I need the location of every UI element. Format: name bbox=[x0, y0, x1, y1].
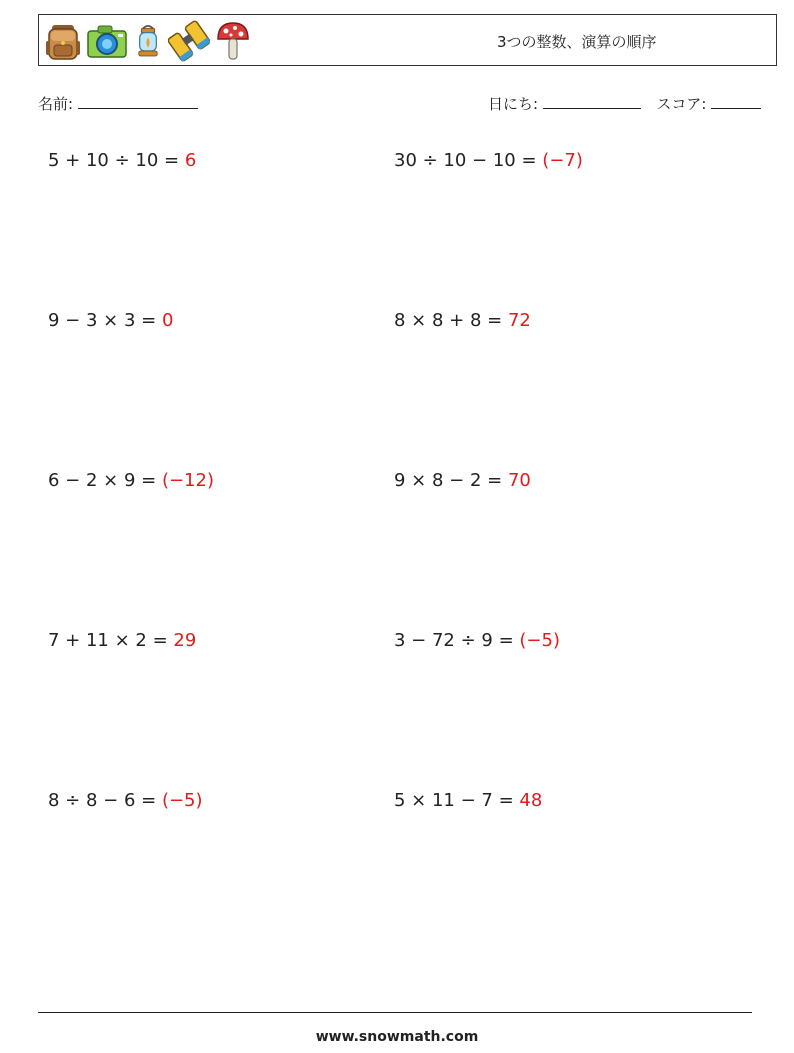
score-blank[interactable] bbox=[711, 93, 761, 109]
problem-answer: 6 bbox=[184, 150, 197, 171]
problem-expression: 9 × 8 − 2 = bbox=[394, 470, 508, 491]
camera-icon bbox=[86, 19, 128, 63]
problem-1 bbox=[48, 150, 196, 171]
problem-answer: (−5) bbox=[519, 630, 560, 651]
problem-expression: 8 × 8 + 8 = bbox=[394, 310, 508, 331]
problem-answer: (−7) bbox=[542, 150, 583, 171]
problem-7 bbox=[48, 630, 196, 651]
problem-answer: 70 bbox=[507, 470, 531, 491]
worksheet-header bbox=[38, 14, 777, 66]
problem-answer: 29 bbox=[173, 630, 197, 651]
problem-expression: 3 − 72 ÷ 9 = bbox=[394, 630, 520, 651]
problem-expression: 7 + 11 × 2 = bbox=[48, 630, 174, 651]
problem-4 bbox=[394, 310, 531, 331]
problem-expression: 30 ÷ 10 − 10 = bbox=[394, 150, 543, 171]
backpack-icon bbox=[45, 19, 81, 63]
problem-answer: 48 bbox=[519, 790, 543, 811]
score-label: スコア: bbox=[656, 95, 707, 113]
problem-answer: 0 bbox=[161, 310, 174, 331]
date-label: 日にち: bbox=[488, 95, 539, 113]
header-icons bbox=[45, 19, 251, 63]
mushroom-icon bbox=[215, 19, 251, 63]
problem-expression: 8 ÷ 8 − 6 = bbox=[48, 790, 162, 811]
problem-2 bbox=[394, 150, 583, 171]
worksheet-title: 3つの整数、演算の順序 bbox=[497, 33, 657, 51]
problem-expression: 5 + 10 ÷ 10 = bbox=[48, 150, 185, 171]
problem-expression: 6 − 2 × 9 = bbox=[48, 470, 162, 491]
problem-answer: 72 bbox=[507, 310, 531, 331]
problem-5 bbox=[48, 470, 214, 491]
problem-6 bbox=[394, 470, 531, 491]
footer-divider bbox=[38, 1012, 752, 1013]
date-blank[interactable] bbox=[543, 93, 641, 109]
name-label: 名前: bbox=[38, 95, 74, 113]
problem-answer: (−12) bbox=[161, 470, 214, 491]
problem-3 bbox=[48, 310, 173, 331]
date-score-fields bbox=[488, 93, 761, 114]
lantern-icon bbox=[133, 19, 163, 63]
problem-answer: (−5) bbox=[161, 790, 203, 811]
problem-expression: 5 × 11 − 7 = bbox=[394, 790, 520, 811]
problem-8 bbox=[394, 630, 560, 651]
binoculars-icon bbox=[168, 19, 210, 63]
problem-expression: 9 − 3 × 3 = bbox=[48, 310, 162, 331]
name-field bbox=[38, 93, 198, 114]
problem-10 bbox=[394, 790, 542, 811]
footer-url[interactable]: www.snowmath.com bbox=[315, 1029, 479, 1045]
name-blank[interactable] bbox=[78, 93, 198, 109]
problem-9 bbox=[48, 790, 203, 811]
